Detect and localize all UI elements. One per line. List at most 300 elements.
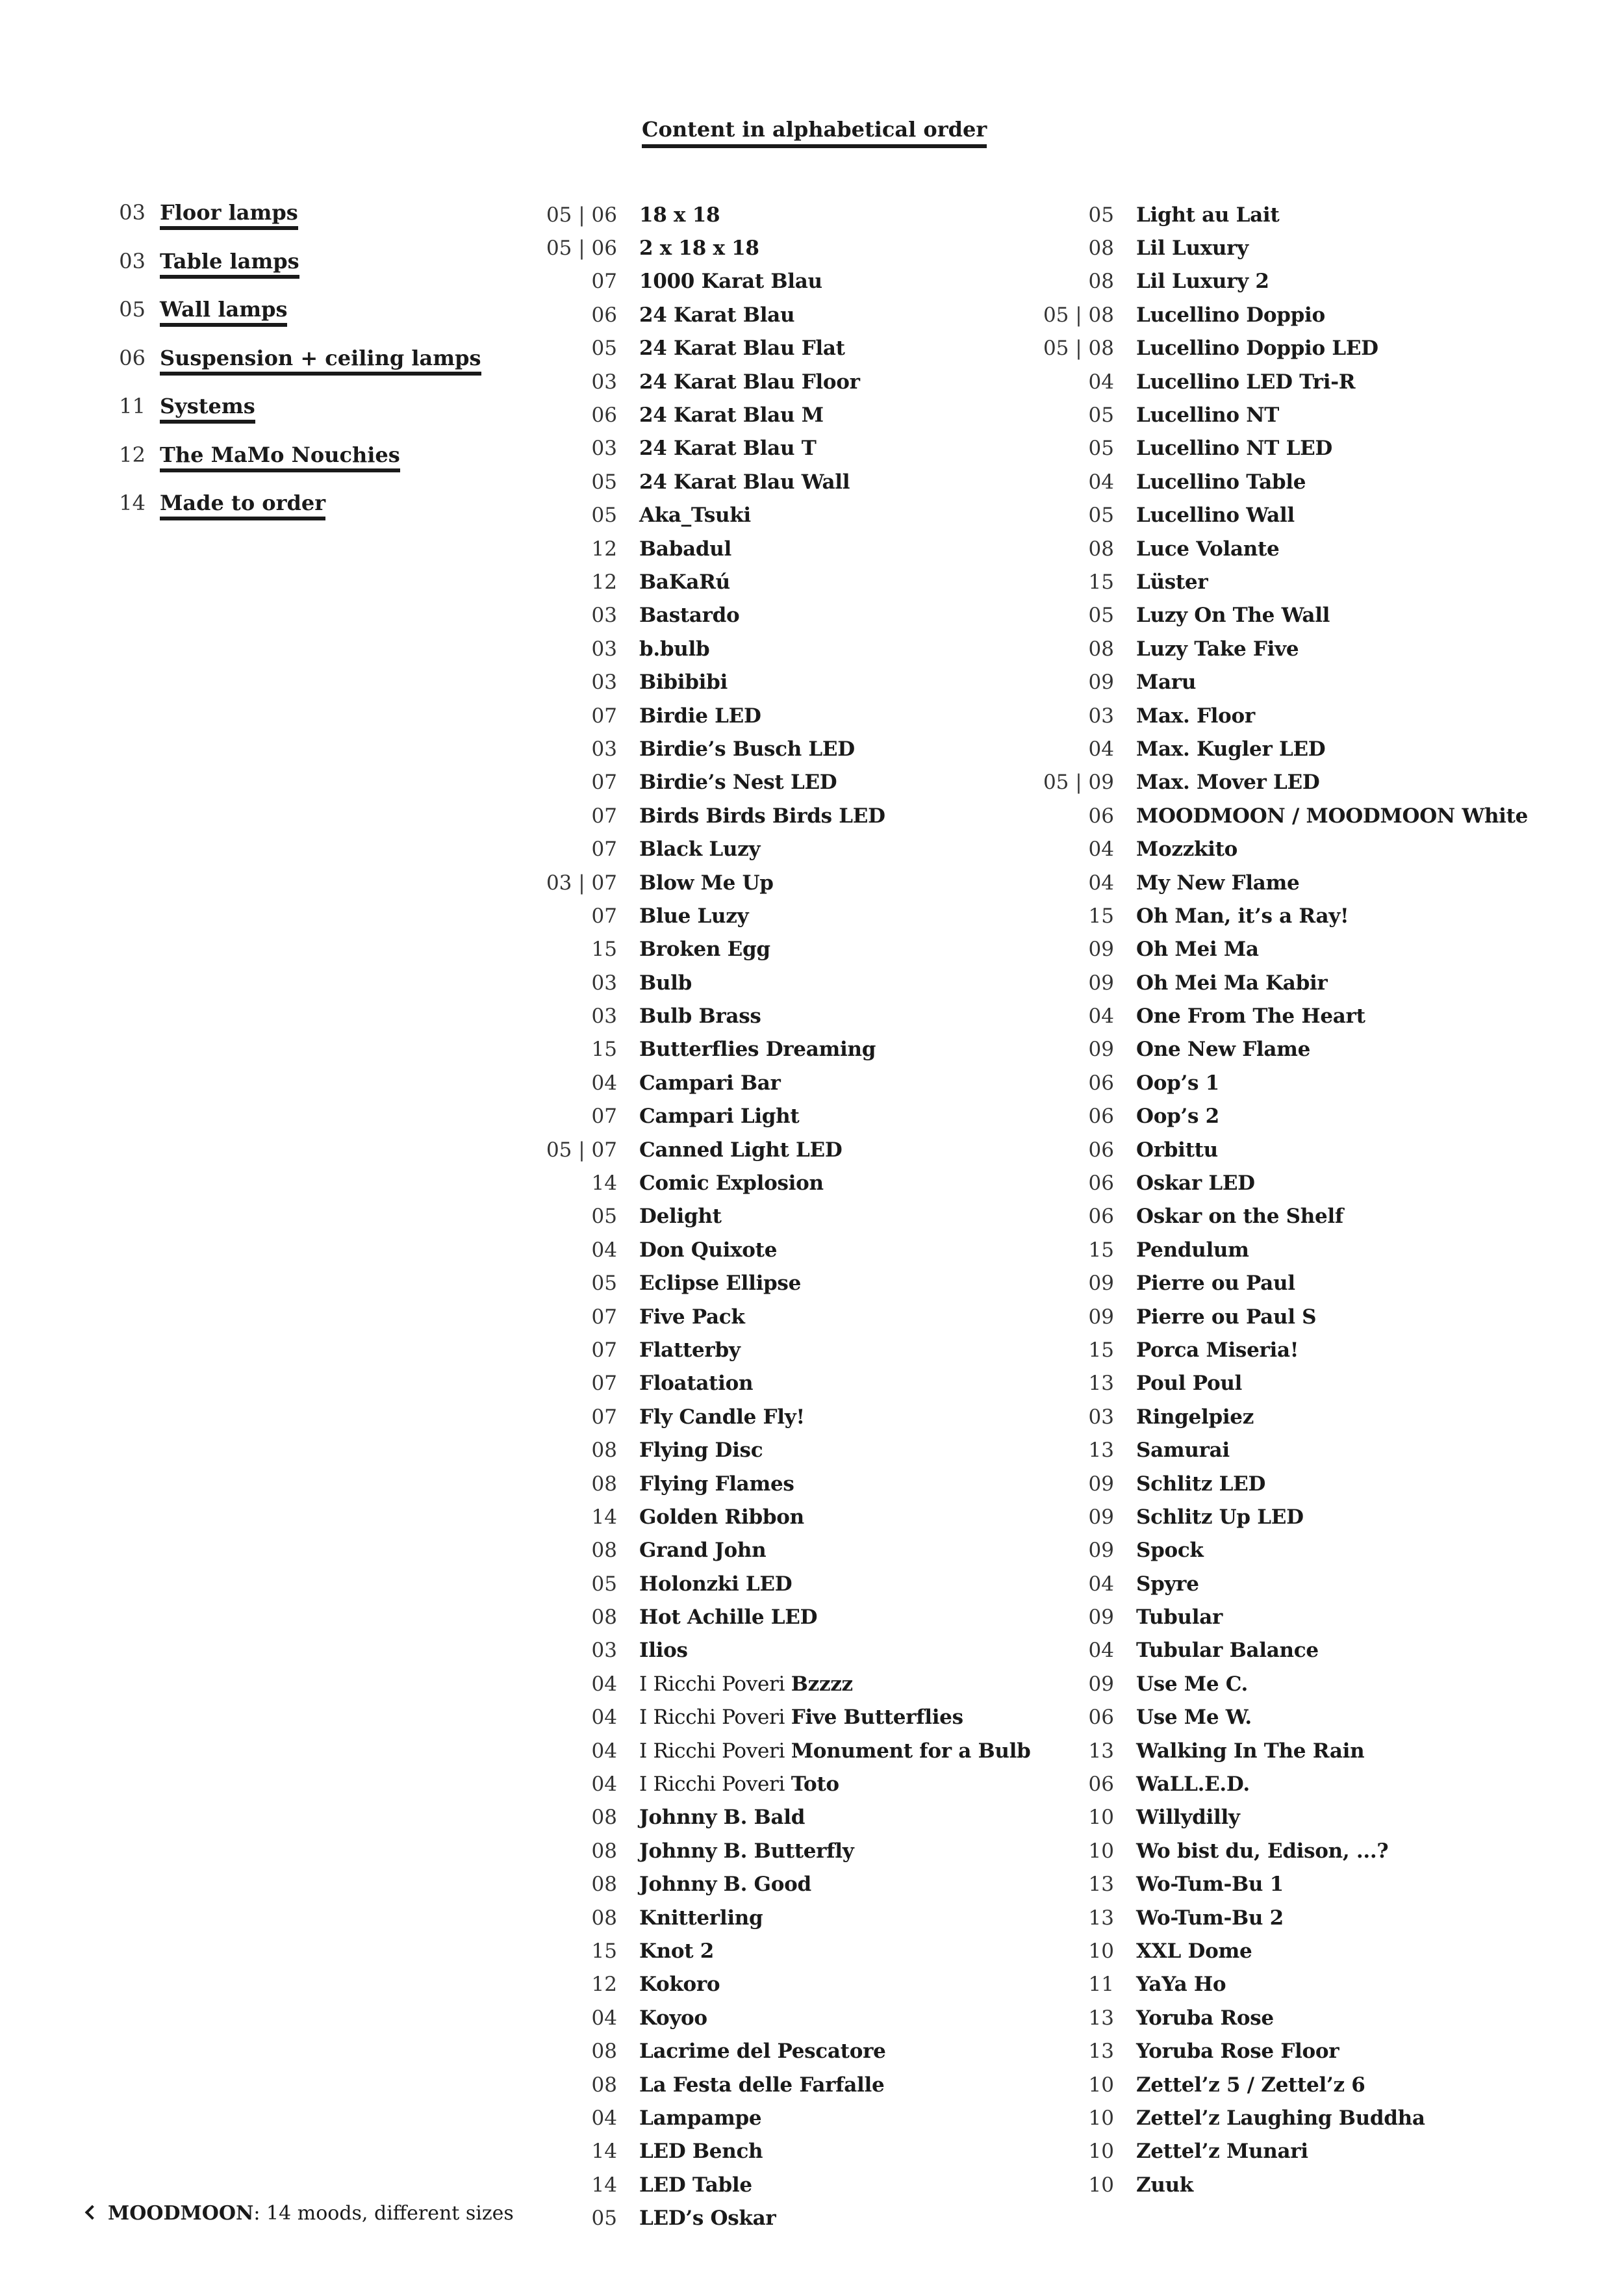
category-link[interactable]	[0, 386, 468, 435]
entry-page-number: 03	[591, 604, 617, 628]
index-entry	[1017, 966, 1528, 999]
entry-name: Wo-Tum-Bu 2	[1136, 1906, 1284, 1930]
entry-name: Campari Light	[639, 1105, 800, 1129]
entry-name: La Festa delle Farfalle	[639, 2073, 885, 2097]
chevron-left-icon	[85, 2205, 100, 2220]
entry-name: Black Luzy	[639, 838, 761, 862]
entry-name: One New Flame	[1136, 1038, 1311, 1062]
entry-name: Oop’s 1	[1136, 1071, 1219, 1095]
entry-name: One From The Heart	[1136, 1005, 1365, 1029]
index-entry	[1017, 1801, 1528, 1834]
index-entry	[520, 1467, 1031, 1500]
index-entry	[520, 866, 1031, 899]
entry-name: Oh Man, it’s a Ray!	[1136, 904, 1349, 928]
entry-page-number: 07	[591, 1405, 617, 1429]
index-entry	[520, 1433, 1031, 1466]
page-title: Content in alphabetical order	[642, 117, 987, 148]
entry-page-number: 03	[591, 671, 617, 695]
entry-name: Blue Luzy	[639, 904, 749, 928]
category-label[interactable]: Floor lamps	[160, 200, 298, 230]
entry-name: Use Me W.	[1136, 1706, 1252, 1730]
index-entry	[520, 1066, 1031, 1099]
index-entry	[520, 1701, 1031, 1734]
entry-page-number: 05	[591, 1272, 617, 1296]
index-entry	[520, 1567, 1031, 1600]
entry-page-number: 10	[1088, 1939, 1114, 1963]
entry-name: Zettel’z Laughing Buddha	[1136, 2106, 1425, 2130]
index-entry	[1017, 332, 1528, 365]
index-entry	[1017, 1300, 1528, 1333]
entry-name: Yoruba Rose Floor	[1136, 2040, 1339, 2064]
entry-name: Poul Poul	[1136, 1372, 1243, 1396]
index-entry	[520, 1868, 1031, 1901]
index-entry	[1017, 799, 1528, 832]
index-entry	[1017, 933, 1528, 966]
index-entry	[1017, 1467, 1528, 1500]
entry-page-number: 10	[1088, 1839, 1114, 1863]
category-label[interactable]: Made to order	[160, 491, 325, 520]
entry-name: Babadul	[639, 537, 731, 561]
index-entry	[1017, 1267, 1528, 1300]
index-entry	[1017, 1868, 1528, 1901]
entry-page-number: 05	[591, 2207, 617, 2231]
entry-page-number: 09	[1088, 1505, 1114, 1529]
entry-page-number: 05	[591, 504, 617, 528]
index-entry	[520, 832, 1031, 865]
index-entry	[1017, 1834, 1528, 1867]
index-entry	[520, 2001, 1031, 2034]
index-entry	[520, 966, 1031, 999]
index-entry	[1017, 632, 1528, 665]
entry-page-number: 08	[591, 1873, 617, 1897]
index-entry	[520, 2201, 1031, 2234]
category-link[interactable]	[0, 435, 468, 484]
entry-page-number: 03 | 07	[546, 871, 617, 895]
entry-name: 24 Karat Blau T	[639, 437, 817, 461]
entry-page-number: 04	[591, 1706, 617, 1730]
entry-name: Oh Mei Ma	[1136, 938, 1259, 962]
index-entry	[1017, 1133, 1528, 1166]
entry-name: Lil Luxury	[1136, 237, 1249, 261]
entry-page-number: 05 | 06	[546, 203, 617, 227]
entry-page-number: 05 | 07	[546, 1138, 617, 1162]
entry-name	[639, 1672, 853, 1696]
entry-page-number: 07	[591, 804, 617, 828]
entry-name	[639, 1739, 1031, 1763]
footer-brand: MOODMOON	[108, 2202, 254, 2225]
entry-name: MOODMOON / MOODMOON White	[1136, 804, 1529, 828]
entry-page-number: 08	[1088, 270, 1114, 294]
index-entry	[1017, 599, 1528, 632]
entry-page-number: 07	[591, 838, 617, 862]
entry-page-number: 13	[1088, 1739, 1114, 1763]
entry-name: Use Me C.	[1136, 1672, 1249, 1696]
index-entry	[520, 1901, 1031, 1934]
entry-page-number: 15	[591, 1038, 617, 1062]
entry-name: LED Bench	[639, 2140, 763, 2164]
entry-page-number: 05	[1088, 437, 1114, 461]
index-entry	[1017, 1400, 1528, 1433]
index-entry	[520, 1267, 1031, 1300]
entry-name: Luce Volante	[1136, 537, 1280, 561]
entry-name: Grand John	[639, 1539, 767, 1563]
index-entry	[520, 1968, 1031, 2001]
entry-name	[639, 1773, 839, 1796]
index-entry	[1017, 1433, 1528, 1466]
entry-name: Johnny B. Bald	[639, 1806, 806, 1830]
entry-name: Zettel’z 5 / Zettel’z 6	[1136, 2073, 1365, 2097]
index-entry	[520, 1767, 1031, 1800]
index-entry	[520, 1166, 1031, 1199]
entry-page-number: 05	[1088, 504, 1114, 528]
entry-page-number: 03	[1088, 1405, 1114, 1429]
index-entry	[1017, 565, 1528, 598]
category-label[interactable]: Wall lamps	[160, 297, 287, 327]
entry-name: Lucellino NT LED	[1136, 437, 1332, 461]
entry-page-number: 15	[1088, 1338, 1114, 1362]
entry-name: YaYa Ho	[1136, 1973, 1226, 1997]
entry-name: Max. Floor	[1136, 704, 1255, 728]
entry-name: Max. Kugler LED	[1136, 737, 1326, 761]
entry-name: Comic Explosion	[639, 1171, 824, 1196]
entry-page-number: 06	[1088, 1773, 1114, 1797]
entry-name: Yoruba Rose	[1136, 2006, 1274, 2030]
index-entry	[520, 332, 1031, 365]
entry-name: Oh Mei Ma Kabir	[1136, 971, 1328, 995]
entry-page-number: 04	[591, 2106, 617, 2130]
entry-name: Lüster	[1136, 570, 1208, 594]
entry-page-number: 10	[1088, 2106, 1114, 2130]
entry-page-number: 04	[1088, 838, 1114, 862]
entry-page-number: 12	[591, 570, 617, 594]
entry-page-number: 06	[1088, 1105, 1114, 1129]
entry-page-number: 04	[1088, 871, 1114, 895]
entry-name: Knitterling	[639, 1906, 763, 1930]
entry-page-number: 04	[1088, 370, 1114, 394]
entry-page-number: 08	[591, 1839, 617, 1863]
entry-page-number: 14	[591, 1505, 617, 1529]
entry-name: Kokoro	[639, 1973, 720, 1997]
category-page-number: 03	[119, 248, 146, 274]
category-page-number: 06	[119, 345, 146, 370]
entry-name: 24 Karat Blau	[639, 303, 795, 327]
entry-name: Mozzkito	[1136, 838, 1238, 862]
entry-page-number: 07	[591, 771, 617, 795]
category-link[interactable]	[0, 192, 468, 242]
category-page-number: 14	[119, 491, 146, 515]
index-entry	[1017, 1333, 1528, 1366]
entry-prefix: I Ricchi Poveri	[639, 1739, 791, 1763]
category-label[interactable]: Suspension + ceiling lamps	[160, 346, 481, 376]
entry-name: Birdie’s Busch LED	[639, 737, 855, 761]
entry-name: Wo-Tum-Bu 1	[1136, 1873, 1284, 1897]
entry-name: Birdie’s Nest LED	[639, 771, 837, 795]
index-column-middle	[520, 198, 1031, 2235]
index-entry	[1017, 1667, 1528, 1700]
entry-page-number: 08	[1088, 637, 1114, 661]
index-entry	[520, 1233, 1031, 1266]
index-entry	[1017, 1734, 1528, 1767]
entry-page-number: 12	[591, 1973, 617, 1997]
entry-name: Floatation	[639, 1372, 754, 1396]
entry-page-number: 13	[1088, 1873, 1114, 1897]
entry-page-number: 13	[1088, 1439, 1114, 1463]
entry-page-number: 09	[1088, 671, 1114, 695]
entry-name: Luzy On The Wall	[1136, 604, 1330, 628]
entry-page-number: 15	[1088, 904, 1114, 928]
entry-page-number: 13	[1088, 1372, 1114, 1396]
index-entry	[520, 1500, 1031, 1533]
entry-name: Oskar on the Shelf	[1136, 1205, 1343, 1229]
entry-page-number: 09	[1088, 1038, 1114, 1062]
index-entry	[1017, 1701, 1528, 1734]
index-entry	[520, 1534, 1031, 1567]
index-entry	[1017, 265, 1528, 298]
entry-name: Pierre ou Paul S	[1136, 1305, 1317, 1329]
entry-name: Flying Flames	[639, 1472, 794, 1496]
index-entry	[1017, 1100, 1528, 1133]
entry-name: 24 Karat Blau M	[639, 403, 824, 428]
entry-page-number: 08	[591, 1539, 617, 1563]
entry-name: Lacrime del Pescatore	[639, 2040, 886, 2064]
index-entry	[1017, 198, 1528, 231]
category-link[interactable]	[0, 338, 481, 387]
entry-name: Pierre ou Paul	[1136, 1272, 1295, 1296]
index-entry	[520, 2034, 1031, 2067]
index-entry	[1017, 999, 1528, 1032]
index-entry	[1017, 1200, 1528, 1233]
entry-name: Eclipse Ellipse	[639, 1272, 802, 1296]
index-entry	[1017, 1934, 1528, 1967]
category-label[interactable]: Table lamps	[160, 249, 299, 279]
entry-page-number: 15	[591, 938, 617, 962]
entry-name: Ringelpiez	[1136, 1405, 1254, 1429]
index-entry	[520, 1300, 1031, 1333]
entry-name: Schlitz LED	[1136, 1472, 1266, 1496]
index-entry	[520, 465, 1031, 498]
entry-name: Pendulum	[1136, 1238, 1249, 1262]
index-entry	[520, 499, 1031, 532]
entry-name: Lucellino Wall	[1136, 504, 1295, 528]
entry-page-number: 15	[591, 1939, 617, 1963]
index-entry	[520, 1400, 1031, 1433]
index-entry	[1017, 532, 1528, 565]
entry-page-number: 05	[591, 1572, 617, 1596]
entry-name: Lampampe	[639, 2106, 762, 2130]
entry-name: Lucellino NT	[1136, 403, 1280, 428]
index-entry	[520, 565, 1031, 598]
entry-name: Five Pack	[639, 1305, 745, 1329]
entry-page-number: 07	[591, 704, 617, 728]
entry-name: Maru	[1136, 671, 1197, 695]
index-entry	[1017, 1968, 1528, 2001]
index-entry	[520, 1834, 1031, 1867]
entry-page-number: 15	[1088, 570, 1114, 594]
entry-page-number: 10	[1088, 2140, 1114, 2164]
entry-name: Wo bist du, Edison, ...?	[1136, 1839, 1389, 1863]
index-entry	[1017, 832, 1528, 865]
entry-page-number: 08	[1088, 537, 1114, 561]
entry-page-number: 04	[591, 1238, 617, 1262]
entry-page-number: 07	[591, 270, 617, 294]
index-entry	[520, 1634, 1031, 1667]
entry-page-number: 03	[1088, 704, 1114, 728]
entry-page-number: 08	[591, 1472, 617, 1496]
entry-name: XXL Dome	[1136, 1939, 1252, 1963]
entry-name: Lil Luxury 2	[1136, 270, 1269, 294]
index-entry	[520, 632, 1031, 665]
index-entry	[1017, 1233, 1528, 1266]
entry-page-number: 03	[591, 370, 617, 394]
entry-page-number: 04	[1088, 1572, 1114, 1596]
entry-name: Bastardo	[639, 604, 740, 628]
index-entry	[520, 1100, 1031, 1133]
entry-page-number: 09	[1088, 1539, 1114, 1563]
index-entry	[520, 265, 1031, 298]
index-entry	[520, 1033, 1031, 1066]
index-column-right	[1017, 198, 1528, 2201]
entry-name	[639, 1706, 963, 1729]
index-entry	[520, 1801, 1031, 1834]
entry-page-number: 13	[1088, 1906, 1114, 1930]
index-entry	[1017, 1367, 1528, 1400]
entry-name: Lucellino LED Tri-R	[1136, 370, 1356, 394]
entry-name: Holonzki LED	[639, 1572, 793, 1596]
entry-page-number: 10	[1088, 2173, 1114, 2197]
entry-name: Tubular Balance	[1136, 1639, 1319, 1663]
entry-page-number: 04	[591, 2006, 617, 2030]
entry-name: Bulb	[639, 971, 692, 995]
index-entry	[520, 933, 1031, 966]
index-entry	[520, 999, 1031, 1032]
category-label[interactable]: The MaMo Nouchies	[160, 442, 400, 472]
entry-name: Flatterby	[639, 1338, 741, 1362]
index-entry	[520, 599, 1031, 632]
entry-name: 24 Karat Blau Flat	[639, 337, 845, 361]
index-entry	[520, 2068, 1031, 2101]
entry-name: Zuuk	[1136, 2173, 1193, 2197]
entry-page-number: 14	[591, 2140, 617, 2164]
index-entry	[1017, 2001, 1528, 2034]
entry-name: Aka_Tsuki	[639, 504, 751, 528]
index-entry	[520, 1133, 1031, 1166]
entry-page-number: 06	[1088, 1171, 1114, 1196]
entry-name: Orbittu	[1136, 1138, 1218, 1162]
entry-page-number: 12	[591, 537, 617, 561]
entry-page-number: 09	[1088, 1305, 1114, 1329]
index-entry	[520, 899, 1031, 932]
index-entry	[1017, 1567, 1528, 1600]
entry-page-number: 07	[591, 1372, 617, 1396]
entry-page-number: 05	[1088, 403, 1114, 428]
entry-name: Zettel’z Munari	[1136, 2140, 1308, 2164]
entry-name: Walking In The Rain	[1136, 1739, 1365, 1763]
entry-name: Fly Candle Fly!	[639, 1405, 805, 1429]
index-entry	[1017, 1500, 1528, 1533]
entry-title: Monument for a Bulb	[791, 1739, 1031, 1763]
entry-name: Johnny B. Good	[639, 1873, 811, 1897]
index-entry	[520, 1200, 1031, 1233]
entry-name: Oskar LED	[1136, 1171, 1255, 1196]
entry-page-number: 09	[1088, 938, 1114, 962]
entry-name: Lucellino Doppio	[1136, 303, 1325, 327]
entry-page-number: 03	[591, 1639, 617, 1663]
index-entry	[1017, 766, 1528, 799]
entry-page-number: 08	[591, 1439, 617, 1463]
index-entry	[1017, 2101, 1528, 2134]
index-entry	[520, 1367, 1031, 1400]
entry-page-number: 06	[591, 403, 617, 428]
entry-name: 18 x 18	[639, 203, 720, 227]
entry-title: Five Butterflies	[791, 1706, 963, 1730]
entry-page-number: 15	[1088, 1238, 1114, 1262]
entry-page-number: 09	[1088, 1272, 1114, 1296]
entry-title: Toto	[791, 1773, 839, 1797]
index-entry	[520, 2168, 1031, 2201]
entry-page-number: 07	[591, 1305, 617, 1329]
category-page-number: 03	[119, 200, 146, 225]
entry-name: b.bulb	[639, 637, 710, 661]
index-entry	[520, 766, 1031, 799]
entry-page-number: 05	[591, 337, 617, 361]
entry-prefix: I Ricchi Poveri	[639, 1773, 791, 1797]
entry-name: Butterflies Dreaming	[639, 1038, 876, 1062]
entry-name: Johnny B. Butterfly	[639, 1839, 854, 1863]
entry-name: Spock	[1136, 1539, 1204, 1563]
index-entry	[520, 1934, 1031, 1967]
entry-name: Golden Ribbon	[639, 1505, 804, 1529]
index-entry	[1017, 2068, 1528, 2101]
entry-page-number: 03	[591, 437, 617, 461]
entry-name: Bulb Brass	[639, 1005, 761, 1029]
entry-page-number: 08	[591, 1906, 617, 1930]
index-entry	[520, 365, 1031, 398]
category-page-number: 12	[119, 442, 146, 467]
entry-page-number: 11	[1088, 1973, 1114, 1997]
entry-name: Lucellino Doppio LED	[1136, 337, 1378, 361]
entry-page-number: 06	[591, 303, 617, 327]
category-link[interactable]	[0, 289, 468, 339]
entry-name: Koyoo	[639, 2006, 707, 2030]
entry-page-number: 08	[1088, 237, 1114, 261]
entry-name: Schlitz Up LED	[1136, 1505, 1304, 1529]
index-entry	[1017, 1767, 1528, 1800]
entry-page-number: 04	[591, 1739, 617, 1763]
entry-page-number: 13	[1088, 2040, 1114, 2064]
entry-page-number: 05 | 09	[1043, 771, 1114, 795]
entry-page-number: 04	[591, 1773, 617, 1797]
index-entry	[520, 2101, 1031, 2134]
entry-name: BaKaRú	[639, 570, 730, 594]
entry-name: Tubular	[1136, 1606, 1223, 1630]
entry-page-number: 13	[1088, 2006, 1114, 2030]
entry-page-number: 05 | 08	[1043, 337, 1114, 361]
index-entry	[1017, 1033, 1528, 1066]
entry-page-number: 05	[591, 470, 617, 494]
entry-name: Willydilly	[1136, 1806, 1240, 1830]
entry-page-number: 05	[1088, 203, 1114, 227]
category-label[interactable]: Systems	[160, 394, 255, 424]
entry-page-number: 06	[1088, 1138, 1114, 1162]
index-entry	[1017, 398, 1528, 431]
entry-page-number: 09	[1088, 1472, 1114, 1496]
entry-page-number: 10	[1088, 2073, 1114, 2097]
category-link[interactable]	[0, 483, 468, 532]
entry-name: Canned Light LED	[639, 1138, 843, 1162]
category-link[interactable]	[0, 241, 468, 290]
entry-name: 24 Karat Blau Floor	[639, 370, 860, 394]
index-entry	[1017, 1600, 1528, 1633]
